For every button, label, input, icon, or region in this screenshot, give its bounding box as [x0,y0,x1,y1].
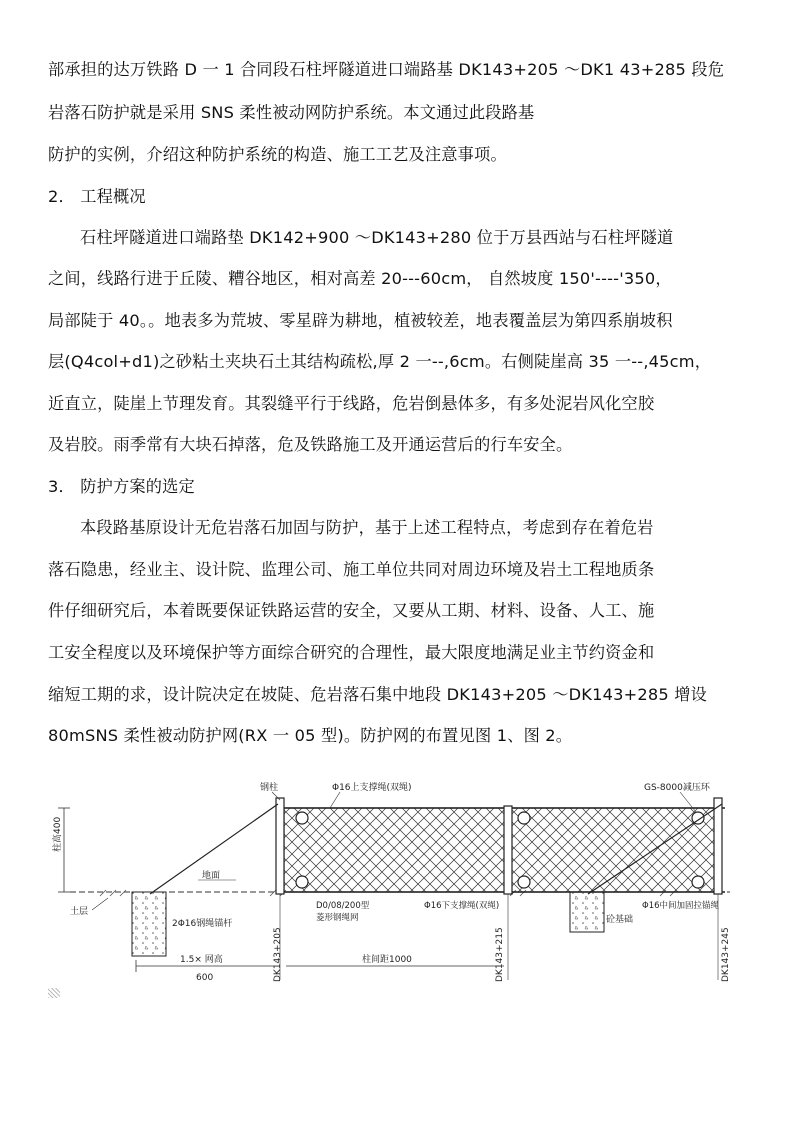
chainage-label: DK143+245 [721,927,731,982]
steel-post [504,806,512,894]
section-heading: 3． 防护方案的选定 [48,477,195,496]
mid-anchor-label: Φ16中间加固拉锚绳 [642,901,720,911]
ring [692,876,704,888]
post-spacing-label: 柱间距1000 [362,955,412,965]
ring [296,812,308,824]
net-dimension-label: 1.5× 网高 [180,955,223,965]
ground-label: 地面 [202,871,221,881]
paragraph-line: 件仔细研究后，本着既要保证铁路运营的安全，又要从工期、材料、设备、人工、施 [48,601,655,620]
protection-net-diagram [40,770,740,990]
steel-post [276,798,284,894]
chainage-label: DK143+215 [495,927,505,982]
paragraph-line: 局部陡于 40。。地表多为荒坡、零星辟为耕地，植被较差，地表覆盖层为第四系崩坡积 [48,311,673,330]
foundation-label: 砼基础 [606,915,634,925]
paragraph-line: 缩短工期的求，设计院决定在坡陡、危岩落石集中地段 DK143+205 ～DK143+285 增设 [48,685,707,704]
paragraph-line: 之间，线路行进于丘陵、糟谷地区，相对高差 20---60cm， 自然坡度 150'----'350， [48,269,672,288]
paragraph-line: 本段路基原设计无危岩落石加固与防护，基于上述工程特点，考虑到存在着危岩 [80,518,654,537]
paragraph-line: 防护的实例，介绍这种防护系统的构造、施工工艺及注意事项。 [48,145,507,164]
chainage-label: DK143+205 [273,927,283,982]
post-height-label: 柱高400 [53,816,63,852]
section-heading: 2． 工程概况 [48,187,146,206]
image-placeholder-mark [48,988,60,998]
dimension-600-label: 600 [196,973,214,983]
paragraph-line: 近直立，陡崖上节理发育。其裂缝平行于线路，危岩倒悬体多，有多处泥岩风化空胶 [48,394,655,413]
paragraph-line: 石柱坪隧道进口端路垫 DK142+900 ～DK143+280 位于万县西站与石柱坪隧道 [80,228,674,247]
anchor-label: 2Φ16钢绳锚杆 [172,919,233,929]
anchor-foundation [132,892,166,956]
damper-label: GS-8000减压环 [644,783,710,793]
steel-post-label: 钢柱 [260,783,279,793]
upper-rope-label: Φ16上支撑绳(双绳) [332,783,412,793]
soil-label: 土层 [70,907,89,917]
mesh-type-label: D0/08/200型 [316,901,370,911]
mesh-name-label: 菱形钢绳网 [316,913,359,923]
paragraph-line: 岩落石防护就是采用 SNS 柔性被动网防护系统。本文通过此段路基 [48,103,535,122]
paragraph-line: 80mSNS 柔性被动防护网(RX 一 05 型)。防护网的布置见图 1、图 2。 [48,726,573,745]
concrete-foundation [570,892,604,932]
ring [518,876,530,888]
lower-rope-label: Φ16下支撑绳(双绳) [424,901,500,911]
ring [518,812,530,824]
paragraph-line: 及岩胶。雨季常有大块石掉落，危及铁路施工及开通运营后的行车安全。 [48,435,573,454]
paragraph-line: 工安全程度以及环境保护等方面综合研究的合理性，最大限度地满足业主节约资金和 [48,643,655,662]
ring [296,876,308,888]
paragraph-line: 部承担的达万铁路 D 一 1 合同段石柱坪隧道进口端路基 DK143+205 ～DK1 43+285 段危 [48,60,725,79]
paragraph-line: 层(Q4col+d1)之砂粘土夹块石土其结构疏松,厚 2 一--,6cm。右侧陡崖高 35 一--,45cm， [48,352,712,371]
steel-post [714,798,722,894]
paragraph-line: 落石隐患，经业主、设计院、监理公司、施工单位共同对周边环境及岩土工程地质条 [48,560,655,579]
